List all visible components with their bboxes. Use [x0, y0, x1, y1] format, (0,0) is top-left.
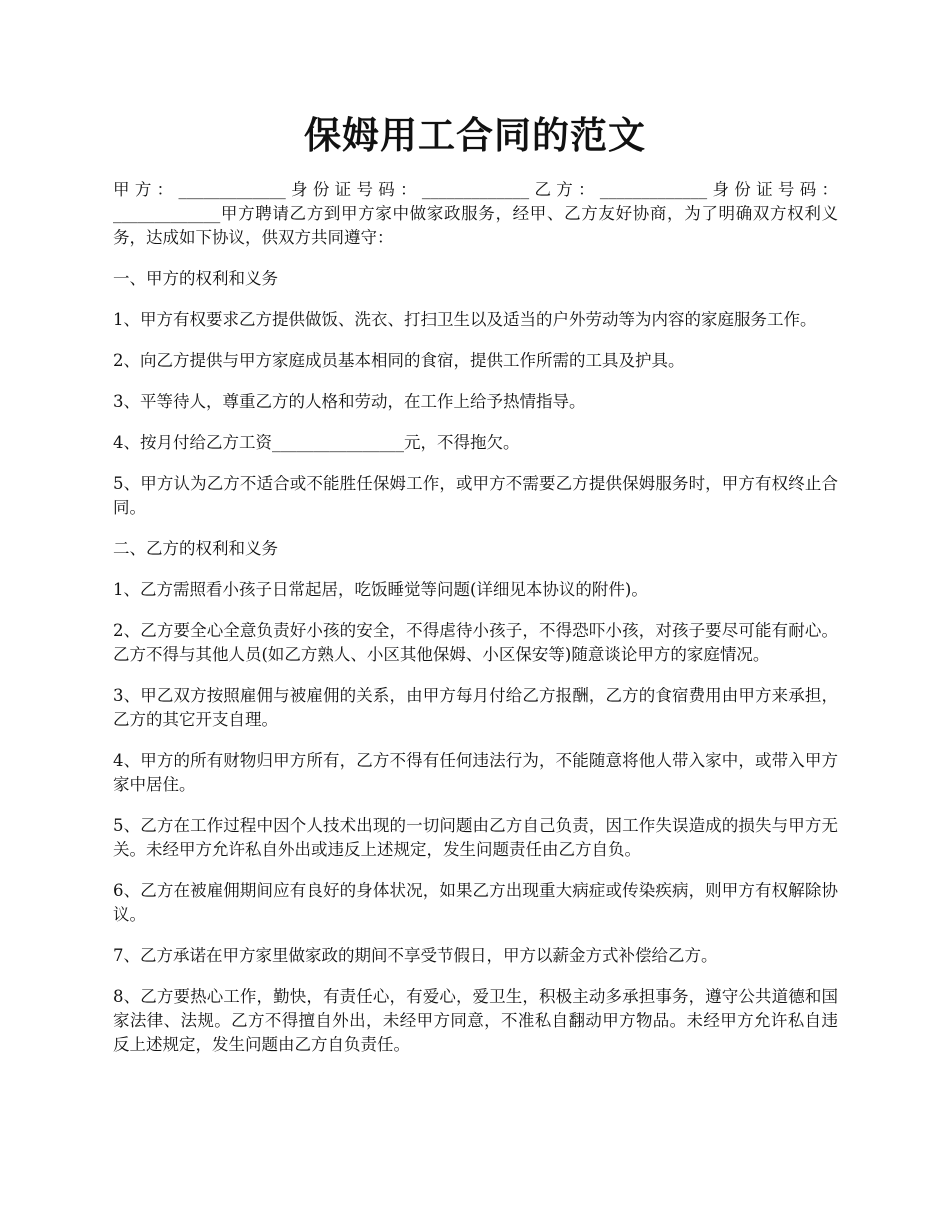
party-a-clause-3: 3、平等待人，尊重乙方的人格和劳动，在工作上给予热情指导。	[113, 392, 586, 411]
party-a-clause-1: 1、甲方有权要求乙方提供做饭、洗衣、打扫卫生以及适当的户外劳动等为内容的家庭服务工作。	[113, 310, 817, 329]
party-a-clause-5: 5、甲方认为乙方不适合或不能胜任保姆工作，或甲方不需要乙方提供保姆服务时，甲方有权终止合同。	[113, 474, 838, 517]
party-a-clause-2: 2、向乙方提供与甲方家庭成员基本相同的食宿，提供工作所需的工具及护具。	[113, 351, 685, 370]
party-b-clause-2: 2、乙方要全心全意负责好小孩的安全，不得虐待小孩子，不得恐吓小孩，对孩子要尽可能有耐心。乙方不得与其他人员(如乙方熟人、小区其他保姆、小区保安等)随意谈论甲方的家庭情况。	[113, 621, 838, 664]
party-b-clause-1: 1、乙方需照看小孩子日常起居，吃饭睡觉等问题(详细见本协议的附件)。	[113, 580, 648, 599]
section-heading-party-b: 二、乙方的权利和义务	[113, 539, 278, 558]
document-title: 保姆用工合同的范文	[304, 113, 646, 157]
intro-paragraph: 甲方：_____________身份证号码：_____________乙方：_____________身份证号码：_____________甲方聘请乙方到甲方家中做家政服务，经甲、乙方友好协商，为了明确双方权利义务，达成如下协议，供双方共同遵守：	[113, 180, 838, 247]
party-b-clause-3: 3、甲乙双方按照雇佣与被雇佣的关系，由甲方每月付给乙方报酬，乙方的食宿费用由甲方来承担，乙方的其它开支自理。	[113, 686, 838, 729]
party-b-clause-4: 4、甲方的所有财物归甲方所有，乙方不得有任何违法行为，不能随意将他人带入家中，或带入甲方家中居住。	[113, 751, 838, 794]
party-a-clause-4: 4、按月付给乙方工资________________元，不得拖欠。	[113, 433, 520, 452]
party-b-clause-7: 7、乙方承诺在甲方家里做家政的期间不享受节假日，甲方以薪金方式补偿给乙方。	[113, 946, 718, 965]
section-heading-party-a: 一、甲方的权利和义务	[113, 269, 278, 288]
document-body	[113, 178, 838, 1074]
party-b-clause-6: 6、乙方在被雇佣期间应有良好的身体状况，如果乙方出现重大病症或传染疾病，则甲方有权解除协议。	[113, 881, 838, 924]
party-b-clause-5: 5、乙方在工作过程中因个人技术出现的一切问题由乙方自己负责，因工作失误造成的损失与甲方无关。未经甲方允许私自外出或违反上述规定，发生问题责任由乙方自负。	[113, 816, 838, 859]
party-b-clause-8: 8、乙方要热心工作，勤快，有责任心，有爱心，爱卫生，积极主动多承担事务，遵守公共道德和国家法律、法规。乙方不得擅自外出，未经甲方同意，不准私自翻动甲方物品。未经甲方允许私自违反上述规定，发生问题由乙方自负责任。	[113, 987, 838, 1054]
